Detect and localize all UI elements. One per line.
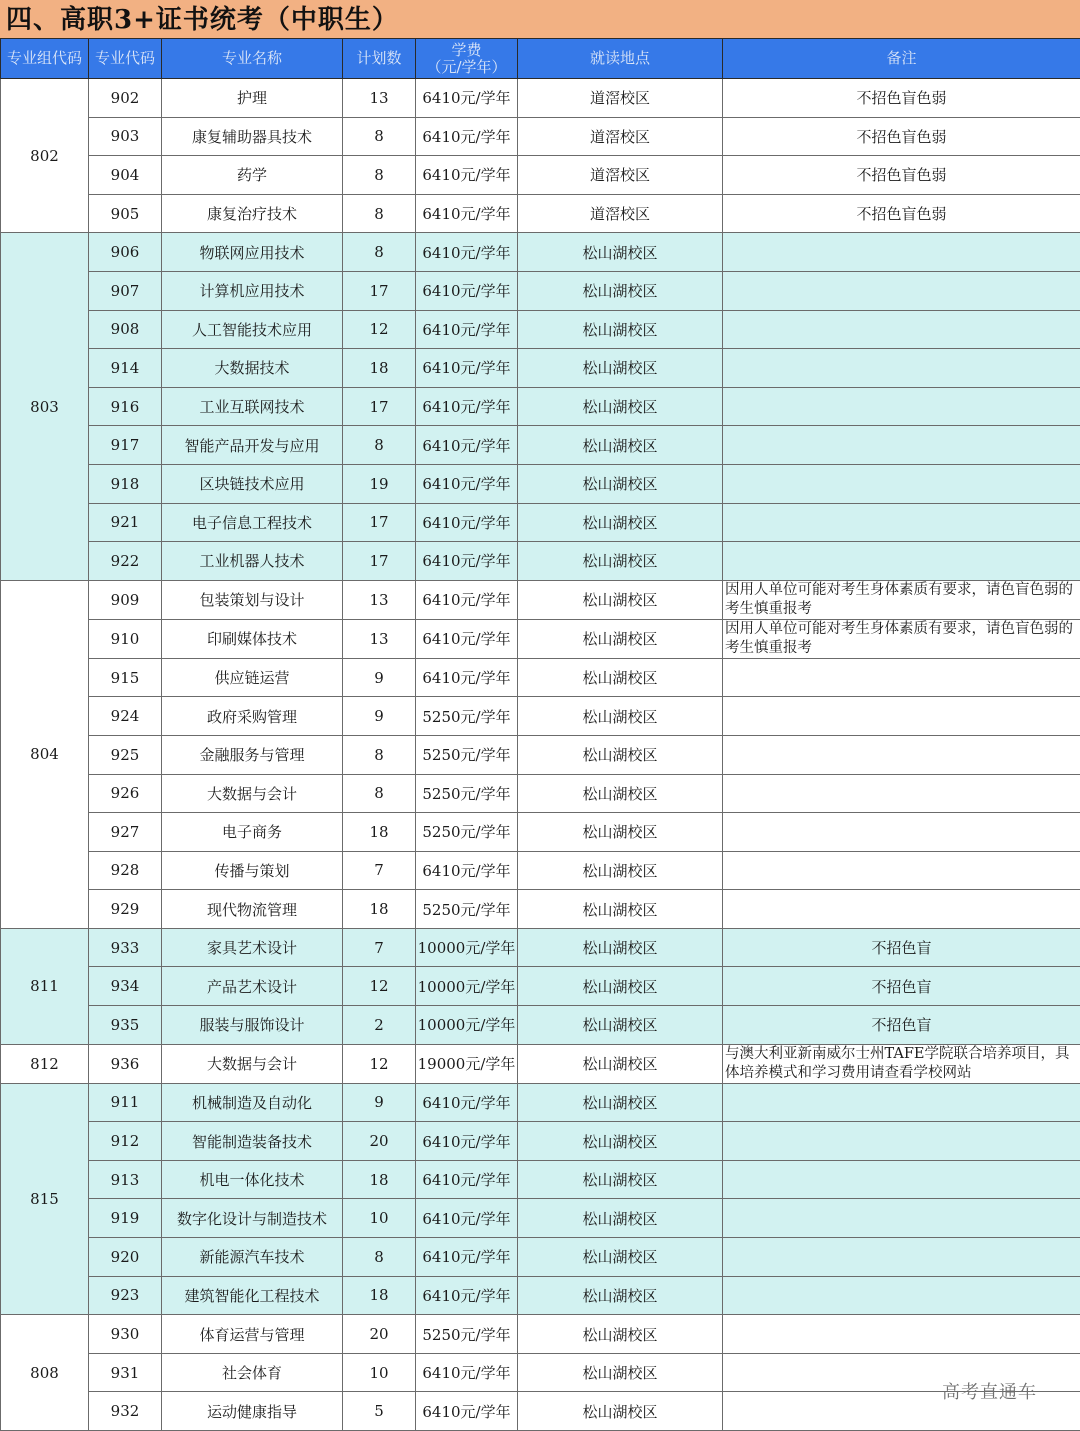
- major-code-cell: 917: [89, 426, 162, 465]
- plan-count-cell: 9: [343, 1083, 416, 1122]
- major-code-cell: 906: [89, 233, 162, 272]
- major-name-cell: 康复辅助器具技术: [162, 117, 343, 156]
- tuition-cell: 10000元/学年: [416, 967, 518, 1006]
- major-code-cell: 922: [89, 542, 162, 581]
- major-name-cell: 工业机器人技术: [162, 542, 343, 581]
- table-row: [1, 426, 1080, 465]
- table-header: [1, 39, 1080, 79]
- tuition-cell: 6410元/学年: [416, 1122, 518, 1161]
- major-name-cell: 物联网应用技术: [162, 233, 343, 272]
- note-cell: 不招色盲色弱: [723, 79, 1080, 118]
- major-name-cell: 人工智能技术应用: [162, 310, 343, 349]
- plan-count-cell: 8: [343, 233, 416, 272]
- tuition-cell: 19000元/学年: [416, 1044, 518, 1083]
- major-name-cell: 智能产品开发与应用: [162, 426, 343, 465]
- group-code-cell: 815: [1, 1083, 89, 1315]
- note-cell: [723, 1276, 1080, 1315]
- table-row: [1, 967, 1080, 1006]
- campus-cell: 松山湖校区: [518, 271, 723, 310]
- note-cell: [723, 503, 1080, 542]
- note-cell: [723, 1199, 1080, 1238]
- plan-count-cell: 12: [343, 1044, 416, 1083]
- table-body: [1, 79, 1080, 1431]
- tuition-cell: 6410元/学年: [416, 1276, 518, 1315]
- table-row: [1, 464, 1080, 503]
- campus-cell: 道滘校区: [518, 79, 723, 118]
- major-name-cell: 运动健康指导: [162, 1392, 343, 1431]
- major-name-cell: 区块链技术应用: [162, 464, 343, 503]
- table-row: [1, 1392, 1080, 1431]
- plan-count-cell: 8: [343, 194, 416, 233]
- plan-count-cell: 7: [343, 851, 416, 890]
- campus-cell: 松山湖校区: [518, 658, 723, 697]
- tuition-cell: 10000元/学年: [416, 1006, 518, 1045]
- major-code-cell: 908: [89, 310, 162, 349]
- major-name-cell: 政府采购管理: [162, 697, 343, 736]
- note-cell: 不招色盲: [723, 928, 1080, 967]
- campus-cell: 松山湖校区: [518, 580, 723, 619]
- plan-count-cell: 13: [343, 79, 416, 118]
- table-row: [1, 349, 1080, 388]
- note-cell: [723, 697, 1080, 736]
- plan-count-cell: 18: [343, 349, 416, 388]
- campus-cell: 松山湖校区: [518, 735, 723, 774]
- tuition-cell: 5250元/学年: [416, 697, 518, 736]
- note-cell: [723, 735, 1080, 774]
- table-row: [1, 1353, 1080, 1392]
- major-code-cell: 920: [89, 1238, 162, 1277]
- major-code-cell: 932: [89, 1392, 162, 1431]
- campus-cell: 松山湖校区: [518, 503, 723, 542]
- campus-cell: 松山湖校区: [518, 310, 723, 349]
- campus-cell: 松山湖校区: [518, 1083, 723, 1122]
- note-cell: [723, 233, 1080, 272]
- major-name-cell: 包装策划与设计: [162, 580, 343, 619]
- note-cell: [723, 464, 1080, 503]
- table-row: [1, 387, 1080, 426]
- tuition-cell: 6410元/学年: [416, 503, 518, 542]
- campus-cell: 道滘校区: [518, 194, 723, 233]
- tuition-cell: 6410元/学年: [416, 271, 518, 310]
- major-code-cell: 904: [89, 156, 162, 195]
- tuition-cell: 10000元/学年: [416, 928, 518, 967]
- note-cell: [723, 542, 1080, 581]
- note-cell: 不招色盲: [723, 1006, 1080, 1045]
- campus-cell: 松山湖校区: [518, 1006, 723, 1045]
- tuition-cell: 5250元/学年: [416, 774, 518, 813]
- campus-cell: 松山湖校区: [518, 774, 723, 813]
- major-code-cell: 927: [89, 813, 162, 852]
- major-code-cell: 929: [89, 890, 162, 929]
- plan-count-cell: 8: [343, 1238, 416, 1277]
- tuition-cell: 6410元/学年: [416, 851, 518, 890]
- table-row: [1, 1122, 1080, 1161]
- note-cell: 不招色盲色弱: [723, 194, 1080, 233]
- watermark: 高考直通车: [942, 1378, 1037, 1404]
- note-cell: [723, 851, 1080, 890]
- major-name-cell: 大数据与会计: [162, 774, 343, 813]
- major-code-cell: 916: [89, 387, 162, 426]
- table-row: [1, 503, 1080, 542]
- header-tuition-line1: 学费: [416, 42, 517, 59]
- note-cell: 与澳大利亚新南威尔士州TAFE学院联合培养项目，具体培养模式和学习费用请查看学校网站: [723, 1044, 1080, 1083]
- tuition-cell: 6410元/学年: [416, 426, 518, 465]
- major-name-cell: 机械制造及自动化: [162, 1083, 343, 1122]
- table-row: [1, 1276, 1080, 1315]
- note-cell: [723, 1238, 1080, 1277]
- plan-count-cell: 18: [343, 1276, 416, 1315]
- table-row: [1, 310, 1080, 349]
- header-campus: 就读地点: [518, 39, 723, 79]
- plan-count-cell: 18: [343, 1160, 416, 1199]
- campus-cell: 松山湖校区: [518, 1122, 723, 1161]
- major-code-cell: 907: [89, 271, 162, 310]
- table-row: [1, 851, 1080, 890]
- plan-count-cell: 7: [343, 928, 416, 967]
- campus-cell: 松山湖校区: [518, 233, 723, 272]
- plan-count-cell: 12: [343, 967, 416, 1006]
- table-row: [1, 194, 1080, 233]
- table-row: [1, 1083, 1080, 1122]
- campus-cell: 松山湖校区: [518, 619, 723, 658]
- tuition-cell: 6410元/学年: [416, 310, 518, 349]
- tuition-cell: 6410元/学年: [416, 156, 518, 195]
- major-code-cell: 934: [89, 967, 162, 1006]
- campus-cell: 松山湖校区: [518, 1276, 723, 1315]
- table-row: [1, 580, 1080, 619]
- tuition-cell: 6410元/学年: [416, 349, 518, 388]
- major-name-cell: 智能制造装备技术: [162, 1122, 343, 1161]
- major-name-cell: 建筑智能化工程技术: [162, 1276, 343, 1315]
- tuition-cell: 6410元/学年: [416, 1199, 518, 1238]
- tuition-cell: 6410元/学年: [416, 194, 518, 233]
- header-major-name: 专业名称: [162, 39, 343, 79]
- tuition-cell: 6410元/学年: [416, 580, 518, 619]
- tuition-cell: 6410元/学年: [416, 619, 518, 658]
- campus-cell: 道滘校区: [518, 117, 723, 156]
- major-code-cell: 910: [89, 619, 162, 658]
- major-name-cell: 计算机应用技术: [162, 271, 343, 310]
- header-tuition: [416, 39, 518, 79]
- group-code-cell: 803: [1, 233, 89, 580]
- admission-plan-table: [0, 38, 1080, 1431]
- note-cell: [723, 271, 1080, 310]
- tuition-cell: 6410元/学年: [416, 117, 518, 156]
- plan-count-cell: 17: [343, 503, 416, 542]
- note-cell: 不招色盲色弱: [723, 156, 1080, 195]
- page-title: 四、高职3+证书统考（中职生）: [0, 0, 1080, 38]
- note-cell: 因用人单位可能对考生身体素质有要求，请色盲色弱的考生慎重报考: [723, 619, 1080, 658]
- major-name-cell: 电子信息工程技术: [162, 503, 343, 542]
- tuition-cell: 6410元/学年: [416, 1083, 518, 1122]
- table-row: [1, 271, 1080, 310]
- major-code-cell: 911: [89, 1083, 162, 1122]
- tuition-cell: 6410元/学年: [416, 233, 518, 272]
- plan-count-cell: 9: [343, 697, 416, 736]
- note-cell: [723, 774, 1080, 813]
- major-code-cell: 936: [89, 1044, 162, 1083]
- major-name-cell: 体育运营与管理: [162, 1315, 343, 1354]
- note-cell: [723, 1315, 1080, 1354]
- note-cell: 不招色盲色弱: [723, 117, 1080, 156]
- major-code-cell: 933: [89, 928, 162, 967]
- table-row: [1, 774, 1080, 813]
- major-name-cell: 产品艺术设计: [162, 967, 343, 1006]
- campus-cell: 松山湖校区: [518, 349, 723, 388]
- plan-count-cell: 18: [343, 890, 416, 929]
- tuition-cell: 5250元/学年: [416, 735, 518, 774]
- major-name-cell: 数字化设计与制造技术: [162, 1199, 343, 1238]
- plan-count-cell: 17: [343, 542, 416, 581]
- major-name-cell: 服装与服饰设计: [162, 1006, 343, 1045]
- major-code-cell: 915: [89, 658, 162, 697]
- major-code-cell: 919: [89, 1199, 162, 1238]
- plan-count-cell: 2: [343, 1006, 416, 1045]
- plan-count-cell: 13: [343, 619, 416, 658]
- campus-cell: 松山湖校区: [518, 967, 723, 1006]
- tuition-cell: 6410元/学年: [416, 1160, 518, 1199]
- note-cell: [723, 387, 1080, 426]
- plan-count-cell: 20: [343, 1315, 416, 1354]
- campus-cell: 松山湖校区: [518, 387, 723, 426]
- major-code-cell: 935: [89, 1006, 162, 1045]
- major-code-cell: 930: [89, 1315, 162, 1354]
- major-code-cell: 914: [89, 349, 162, 388]
- major-name-cell: 社会体育: [162, 1353, 343, 1392]
- major-name-cell: 家具艺术设计: [162, 928, 343, 967]
- note-cell: [723, 658, 1080, 697]
- table-row: [1, 156, 1080, 195]
- campus-cell: 道滘校区: [518, 156, 723, 195]
- tuition-cell: 5250元/学年: [416, 1315, 518, 1354]
- campus-cell: 松山湖校区: [518, 1315, 723, 1354]
- note-cell: [723, 310, 1080, 349]
- table-row: [1, 1315, 1080, 1354]
- major-name-cell: 大数据与会计: [162, 1044, 343, 1083]
- major-name-cell: 机电一体化技术: [162, 1160, 343, 1199]
- note-cell: [723, 349, 1080, 388]
- table-row: [1, 233, 1080, 272]
- plan-count-cell: 8: [343, 426, 416, 465]
- major-code-cell: 909: [89, 580, 162, 619]
- major-code-cell: 903: [89, 117, 162, 156]
- plan-count-cell: 9: [343, 658, 416, 697]
- major-name-cell: 康复治疗技术: [162, 194, 343, 233]
- major-code-cell: 902: [89, 79, 162, 118]
- tuition-cell: 6410元/学年: [416, 1353, 518, 1392]
- table-row: [1, 735, 1080, 774]
- major-name-cell: 印刷媒体技术: [162, 619, 343, 658]
- group-code-cell: 808: [1, 1315, 89, 1431]
- plan-count-cell: 5: [343, 1392, 416, 1431]
- plan-count-cell: 8: [343, 117, 416, 156]
- tuition-cell: 5250元/学年: [416, 890, 518, 929]
- major-code-cell: 931: [89, 1353, 162, 1392]
- campus-cell: 松山湖校区: [518, 1353, 723, 1392]
- note-cell: 因用人单位可能对考生身体素质有要求，请色盲色弱的考生慎重报考: [723, 580, 1080, 619]
- note-cell: [723, 1160, 1080, 1199]
- plan-count-cell: 17: [343, 387, 416, 426]
- campus-cell: 松山湖校区: [518, 1160, 723, 1199]
- campus-cell: 松山湖校区: [518, 1238, 723, 1277]
- campus-cell: 松山湖校区: [518, 464, 723, 503]
- major-code-cell: 923: [89, 1276, 162, 1315]
- major-name-cell: 新能源汽车技术: [162, 1238, 343, 1277]
- note-cell: [723, 890, 1080, 929]
- campus-cell: 松山湖校区: [518, 813, 723, 852]
- plan-count-cell: 18: [343, 813, 416, 852]
- campus-cell: 松山湖校区: [518, 697, 723, 736]
- table-row: [1, 813, 1080, 852]
- note-cell: [723, 1122, 1080, 1161]
- campus-cell: 松山湖校区: [518, 1199, 723, 1238]
- group-code-cell: 812: [1, 1044, 89, 1083]
- table-row: [1, 79, 1080, 118]
- plan-count-cell: 8: [343, 735, 416, 774]
- tuition-cell: 6410元/学年: [416, 464, 518, 503]
- plan-count-cell: 8: [343, 156, 416, 195]
- campus-cell: 松山湖校区: [518, 1392, 723, 1431]
- header-group-code: 专业组代码: [1, 39, 89, 79]
- plan-count-cell: 19: [343, 464, 416, 503]
- table-row: [1, 1006, 1080, 1045]
- major-name-cell: 工业互联网技术: [162, 387, 343, 426]
- plan-count-cell: 10: [343, 1353, 416, 1392]
- plan-count-cell: 13: [343, 580, 416, 619]
- plan-count-cell: 20: [343, 1122, 416, 1161]
- note-cell: 不招色盲: [723, 967, 1080, 1006]
- tuition-cell: 6410元/学年: [416, 658, 518, 697]
- campus-cell: 松山湖校区: [518, 851, 723, 890]
- major-name-cell: 供应链运营: [162, 658, 343, 697]
- tuition-cell: 6410元/学年: [416, 1392, 518, 1431]
- campus-cell: 松山湖校区: [518, 426, 723, 465]
- group-code-cell: 811: [1, 928, 89, 1044]
- table-row: [1, 542, 1080, 581]
- table-row: [1, 697, 1080, 736]
- plan-count-cell: 8: [343, 774, 416, 813]
- campus-cell: 松山湖校区: [518, 890, 723, 929]
- tuition-cell: 6410元/学年: [416, 1238, 518, 1277]
- campus-cell: 松山湖校区: [518, 1044, 723, 1083]
- table-row: [1, 890, 1080, 929]
- major-code-cell: 921: [89, 503, 162, 542]
- major-code-cell: 905: [89, 194, 162, 233]
- header-plan-count: 计划数: [343, 39, 416, 79]
- major-code-cell: 912: [89, 1122, 162, 1161]
- major-code-cell: 913: [89, 1160, 162, 1199]
- major-code-cell: 926: [89, 774, 162, 813]
- tuition-cell: 6410元/学年: [416, 542, 518, 581]
- plan-count-cell: 10: [343, 1199, 416, 1238]
- group-code-cell: 804: [1, 580, 89, 928]
- major-code-cell: 918: [89, 464, 162, 503]
- campus-cell: 松山湖校区: [518, 928, 723, 967]
- major-name-cell: 大数据技术: [162, 349, 343, 388]
- campus-cell: 松山湖校区: [518, 542, 723, 581]
- major-name-cell: 护理: [162, 79, 343, 118]
- major-code-cell: 924: [89, 697, 162, 736]
- major-name-cell: 电子商务: [162, 813, 343, 852]
- major-name-cell: 现代物流管理: [162, 890, 343, 929]
- plan-count-cell: 12: [343, 310, 416, 349]
- plan-count-cell: 17: [343, 271, 416, 310]
- table-row: [1, 1238, 1080, 1277]
- note-cell: [723, 1083, 1080, 1122]
- note-cell: [723, 426, 1080, 465]
- major-code-cell: 925: [89, 735, 162, 774]
- major-name-cell: 金融服务与管理: [162, 735, 343, 774]
- table-row: [1, 1199, 1080, 1238]
- table-row: [1, 1044, 1080, 1083]
- table-row: [1, 117, 1080, 156]
- tuition-cell: 5250元/学年: [416, 813, 518, 852]
- tuition-cell: 6410元/学年: [416, 79, 518, 118]
- table-row: [1, 928, 1080, 967]
- header-major-code: 专业代码: [89, 39, 162, 79]
- note-cell: [723, 813, 1080, 852]
- table-row: [1, 1160, 1080, 1199]
- table-row: [1, 619, 1080, 658]
- major-name-cell: 传播与策划: [162, 851, 343, 890]
- major-name-cell: 药学: [162, 156, 343, 195]
- group-code-cell: 802: [1, 79, 89, 233]
- header-note: 备注: [723, 39, 1080, 79]
- table-row: [1, 658, 1080, 697]
- header-tuition-line2: （元/学年）: [416, 59, 517, 76]
- tuition-cell: 6410元/学年: [416, 387, 518, 426]
- major-code-cell: 928: [89, 851, 162, 890]
